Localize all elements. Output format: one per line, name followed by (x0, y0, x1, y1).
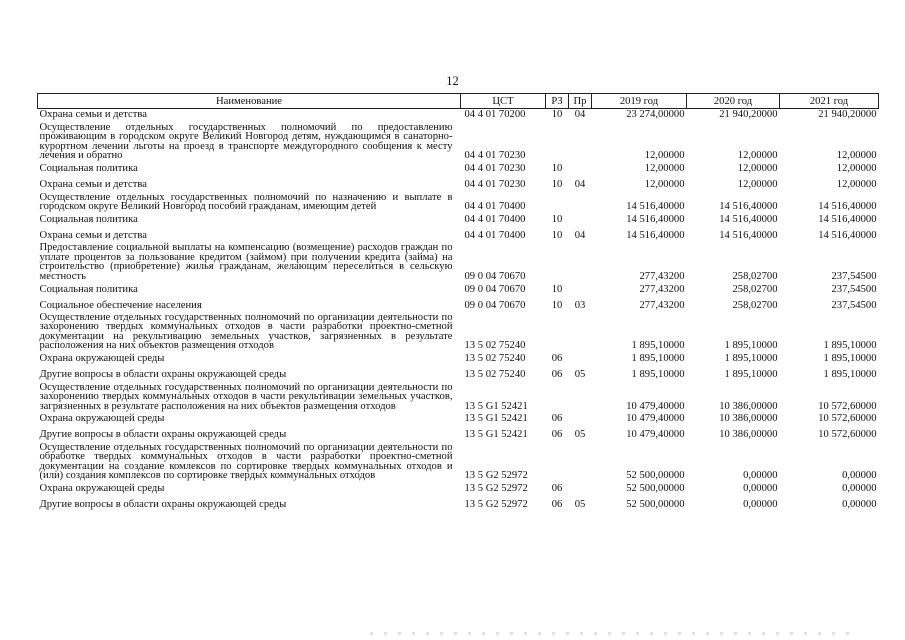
row-pr: 05 (574, 369, 586, 381)
row-value-2020: 12,00000 (737, 163, 778, 175)
row-value-2019: 52 500,00000 (626, 483, 685, 495)
page-number: 12 (446, 74, 459, 88)
table-row (38, 443, 879, 481)
row-value-2020: 258,02700 (732, 270, 778, 282)
row-cst-code: 09 0 04 70670 (464, 299, 526, 311)
row-cst-code: 04 4 01 70230 (464, 163, 526, 175)
row-name: Социальная политика (39, 213, 138, 225)
row-value-2020: 21 940,20000 (719, 109, 778, 120)
table-row (38, 411, 879, 427)
table-row (38, 177, 879, 193)
row-pr (569, 281, 592, 297)
row-name: Другие вопросы в области охраны окружающей среды (39, 369, 287, 381)
table-row (38, 313, 879, 351)
row-value-2019: 52 500,00000 (626, 499, 685, 511)
row-name: Социальная политика (39, 163, 138, 175)
row-value-2021: 0,00000 (842, 483, 877, 495)
row-value-2020: 12,00000 (737, 150, 778, 162)
row-rz: 10 (551, 179, 563, 191)
row-value-2019: 12,00000 (644, 179, 685, 191)
row-pr (569, 161, 592, 177)
row-value-2020: 0,00000 (743, 483, 778, 495)
row-value-2019: 277,43200 (639, 299, 685, 311)
row-value-2019: 14 516,40000 (626, 229, 685, 241)
row-value-2019: 277,43200 (639, 283, 685, 295)
row-pr (569, 211, 592, 227)
row-value-2020: 1 895,10000 (724, 369, 778, 381)
row-name: Охрана окружающей среды (39, 413, 165, 425)
row-pr: 05 (574, 429, 586, 441)
table-row (38, 351, 879, 367)
row-pr (569, 411, 592, 427)
row-pr: 04 (574, 229, 586, 241)
row-name: Охрана окружающей среды (39, 483, 165, 495)
row-rz (546, 123, 569, 161)
table-row (38, 383, 879, 411)
row-value-2021: 0,00000 (842, 499, 877, 511)
table-row (38, 227, 879, 243)
row-value-2019: 23 274,00000 (626, 109, 685, 120)
row-value-2021: 10 572,60000 (818, 429, 877, 441)
row-cst-code: 13 5 02 75240 (464, 369, 526, 381)
row-pr: 03 (574, 299, 586, 311)
row-cst-code: 13 5 G2 52972 (464, 470, 528, 482)
row-pr: 05 (574, 499, 586, 511)
row-value-2020: 258,02700 (732, 283, 778, 295)
row-value-2021: 237,54500 (831, 270, 877, 282)
row-rz (546, 193, 569, 212)
row-value-2020: 14 516,40000 (719, 213, 778, 225)
row-value-2020: 258,02700 (732, 299, 778, 311)
row-cst-code: 09 0 04 70670 (464, 270, 526, 282)
row-name: Осуществление отдельных государственных полномочий по организации деятельности по захоронению твердых коммунальных отходов в части разработки проектно-сметной документации на рекультивацию земельных участков, загрязненных в результате расположения на них объектов размещения отходов (39, 312, 453, 352)
row-cst-code: 04 4 01 70400 (464, 213, 526, 225)
row-rz: 06 (551, 499, 563, 511)
row-value-2021: 237,54500 (831, 299, 877, 311)
row-rz: 06 (551, 483, 563, 495)
row-value-2019: 10 479,40000 (626, 429, 685, 441)
row-rz (546, 383, 569, 411)
row-cst-code: 04 4 01 70400 (464, 229, 526, 241)
row-cst-code: 04 4 01 70230 (464, 150, 526, 162)
row-rz (546, 243, 569, 281)
row-value-2020: 14 516,40000 (719, 201, 778, 213)
row-value-2019: 14 516,40000 (626, 213, 685, 225)
row-name: Осуществление отдельных государственных полномочий по предоставлению проживающим в городском округе Великий Новгород детям, нуждающимся в санаторно-курортном лечении льготы на проезд в транспорте междугородного сообщения к месту лечения и обратно (39, 122, 453, 162)
row-value-2019: 52 500,00000 (626, 470, 685, 482)
row-value-2021: 12,00000 (836, 163, 877, 175)
row-value-2019: 10 479,40000 (626, 400, 685, 412)
row-rz: 10 (551, 213, 563, 225)
row-cst-code: 09 0 04 70670 (464, 283, 526, 295)
row-value-2019: 1 895,10000 (631, 353, 685, 365)
row-name: Охрана окружающей среды (39, 353, 165, 365)
table-row (38, 481, 879, 497)
row-name: Социальная политика (39, 283, 138, 295)
row-value-2020: 14 516,40000 (719, 229, 778, 241)
table-row (38, 427, 879, 443)
table-row (38, 109, 879, 124)
row-value-2021: 21 940,20000 (818, 109, 877, 120)
row-rz: 06 (551, 413, 563, 425)
row-value-2020: 0,00000 (743, 470, 778, 482)
row-pr (569, 313, 592, 351)
row-value-2021: 14 516,40000 (818, 229, 877, 241)
row-value-2019: 14 516,40000 (626, 201, 685, 213)
row-rz: 10 (551, 283, 563, 295)
row-rz (546, 443, 569, 481)
row-name: Социальное обеспечение населения (39, 299, 202, 311)
row-pr: 04 (574, 179, 586, 191)
row-cst-code: 13 5 02 75240 (464, 353, 526, 365)
table-row (38, 211, 879, 227)
column-header-name: Наименование (38, 94, 461, 109)
row-value-2020: 1 895,10000 (724, 353, 778, 365)
row-rz: 10 (551, 163, 563, 175)
row-value-2019: 12,00000 (644, 163, 685, 175)
table-row (38, 367, 879, 383)
row-value-2019: 277,43200 (639, 270, 685, 282)
row-value-2020: 10 386,00000 (719, 413, 778, 425)
row-cst-code: 13 5 02 75240 (464, 340, 526, 352)
row-name: Другие вопросы в области охраны окружающей среды (39, 429, 287, 441)
row-value-2019: 1 895,10000 (631, 369, 685, 381)
row-value-2021: 14 516,40000 (818, 213, 877, 225)
row-pr: 04 (574, 109, 586, 120)
row-cst-code: 04 4 01 70400 (464, 201, 526, 213)
column-header-pr: Пр (569, 94, 592, 109)
row-value-2021: 0,00000 (842, 470, 877, 482)
row-value-2020: 10 386,00000 (719, 429, 778, 441)
row-rz: 10 (551, 229, 563, 241)
row-name: Осуществление отдельных государственных полномочий по организации деятельности по захоронению твердых коммунальных отходов в части рекультивации земельных участков, загрязненных в результате расположения на них объектов размещения отходов (39, 381, 453, 412)
row-name: Другие вопросы в области охраны окружающей среды (39, 499, 287, 511)
table-row (38, 123, 879, 161)
row-value-2021: 1 895,10000 (823, 353, 877, 365)
row-cst-code: 13 5 G1 52421 (464, 429, 528, 441)
row-name: Осуществление отдельных государственных полномочий по организации деятельности по обработке твердых коммунальных отходов в части разработки проектно-сметной документации на создание комлексов по сортировке твердых коммунальных отходов и (или) создания комплексов по сортировке твердых коммунальных отходов (39, 441, 453, 482)
row-pr (569, 383, 592, 411)
row-value-2019: 10 479,40000 (626, 413, 685, 425)
row-pr (569, 123, 592, 161)
row-name: Охрана семьи и детства (39, 229, 147, 241)
table-row (38, 193, 879, 212)
row-value-2021: 237,54500 (831, 283, 877, 295)
column-header-cst: ЦСТ (461, 94, 546, 109)
row-rz: 10 (551, 109, 563, 120)
row-value-2021: 10 572,60000 (818, 413, 877, 425)
row-value-2021: 12,00000 (836, 150, 877, 162)
row-rz: 06 (551, 353, 563, 365)
row-name: Предоставление социальной выплаты на компенсацию (возмещение) расходов граждан по уплате процентов за пользование кредитом (займом) при получении кредита (займа) на строительство (приобретение) жилья гражданам, желающим переселиться в сельскую местность (39, 242, 453, 282)
row-value-2020: 0,00000 (743, 499, 778, 511)
row-name: Осуществление отдельных государственных полномочий по назначению и выплате в городском округе Великий Новгород пособий гражданам, имеющим детей (39, 191, 453, 213)
row-cst-code: 13 5 G2 52972 (464, 499, 528, 511)
column-header-2021: 2021 год (780, 94, 879, 109)
column-header-2020: 2020 год (687, 94, 780, 109)
table-row (38, 297, 879, 313)
row-cst-code: 04 4 01 70200 (464, 109, 526, 120)
table-body (38, 109, 879, 513)
column-header-rz: РЗ (546, 94, 569, 109)
row-value-2019: 1 895,10000 (631, 340, 685, 352)
row-cst-code: 04 4 01 70230 (464, 179, 526, 191)
row-value-2021: 10 572,60000 (818, 400, 877, 412)
row-pr (569, 243, 592, 281)
table-row (38, 161, 879, 177)
table-row (38, 281, 879, 297)
row-value-2020: 1 895,10000 (724, 340, 778, 352)
row-rz: 06 (551, 429, 563, 441)
row-value-2021: 1 895,10000 (823, 340, 877, 352)
table-row (38, 497, 879, 513)
scan-artifact (370, 632, 850, 635)
row-cst-code: 13 5 G2 52972 (464, 483, 528, 495)
row-rz (546, 313, 569, 351)
row-pr (569, 443, 592, 481)
table-header-row (38, 94, 879, 109)
row-value-2021: 14 516,40000 (818, 201, 877, 213)
row-value-2020: 10 386,00000 (719, 400, 778, 412)
row-value-2020: 12,00000 (737, 179, 778, 191)
row-pr (569, 481, 592, 497)
row-rz: 06 (551, 369, 563, 381)
row-pr (569, 351, 592, 367)
row-value-2021: 12,00000 (836, 179, 877, 191)
row-cst-code: 13 5 G1 52421 (464, 413, 528, 425)
row-value-2019: 12,00000 (644, 150, 685, 162)
table-row (38, 243, 879, 281)
row-name: Охрана семьи и детства (39, 179, 147, 191)
column-header-2019: 2019 год (592, 94, 687, 109)
row-cst-code: 13 5 G1 52421 (464, 400, 528, 412)
row-pr (569, 193, 592, 212)
row-value-2021: 1 895,10000 (823, 369, 877, 381)
row-name: Охрана семьи и детства (39, 109, 147, 120)
row-rz: 10 (551, 299, 563, 311)
budget-table (37, 93, 879, 513)
